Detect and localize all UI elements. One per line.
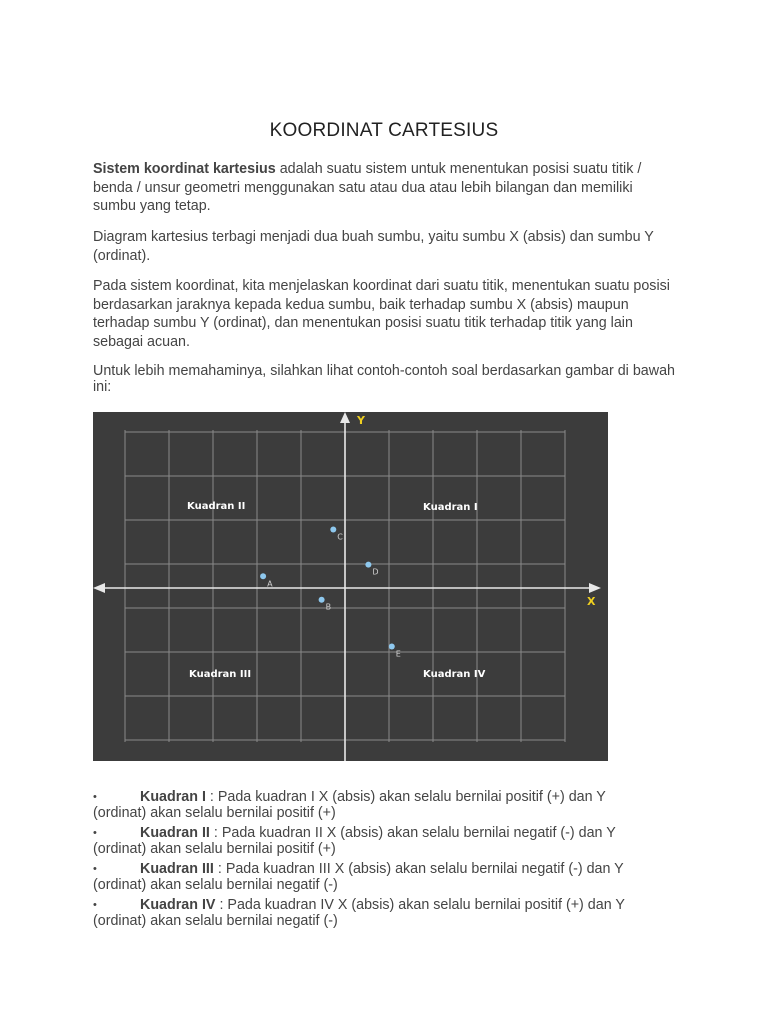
quadrant-description: Pada kuadran III X (absis) akan selalu bernilai negatif (-) dan Y [225,861,624,877]
bullet-dot: • [93,827,97,839]
bullet-dot: • [93,791,97,803]
paragraph-definition [93,160,675,216]
quadrant-label-q2: Kuadran II [187,501,246,512]
quadrant-term: Kuadran IV [140,897,216,913]
point-b [319,597,325,603]
quadrant-list [93,790,675,934]
quadrant-description: Pada kuadran IV X (absis) akan selalu bernilai positif (+) dan Y [227,897,625,913]
point-label-b: B [325,602,332,612]
cartesian-diagram-svg [93,412,608,761]
quadrant-list-item [93,790,675,821]
point-a [260,573,266,579]
paragraph-intro-example: Untuk lebih memahaminya, silahkan lihat contoh-contoh soal berdasarkan gambar di bawah ini: [93,363,675,395]
quadrant-term: Kuadran I [140,789,206,805]
paragraph-axes: Diagram kartesius terbagi menjadi dua buah sumbu, yaitu sumbu X (absis) dan sumbu Y (ordinat). [93,229,654,264]
point-label-c: C [337,532,343,542]
y-axis-label: Y [357,414,365,427]
y-axis-arrow [340,412,350,423]
quadrant-description-cont: (ordinat) akan selalu bernilai positif (+) [93,840,336,857]
quadrant-list-item [93,898,675,929]
quadrant-list-item [93,862,675,893]
paragraph-definition-text: adalah suatu sistem untuk menentukan posisi suatu titik / benda / unsur geometri menggunakan satu atau dua atau lebih bilangan dan memiliki sumbu yang tetap. [93,161,642,214]
point-e [389,644,395,650]
paragraph-coordinates: Pada sistem koordinat, kita menjelaskan koordinat dari suatu titik, menentukan suatu posisi berdasarkan jaraknya kepada kedua sumbu, baik terhadap sumbu X (absis) maupun terhadap sumbu Y (ordinat), dan menentukan posisi suatu titik terhadap titik yang lain sebagai acuan. [93,278,670,350]
point-label-a: A [267,579,273,589]
quadrant-list-item [93,826,675,857]
quadrant-label-q3: Kuadran III [189,669,252,680]
bullet-dot: • [93,863,97,875]
quadrant-separator: : [215,897,228,913]
point-label-e: E [395,649,401,659]
point-d [365,562,371,568]
quadrant-separator: : [205,789,218,805]
x-axis-arrow-right [589,583,601,593]
point-c [330,527,336,533]
quadrant-separator: : [209,825,222,841]
page-title: KOORDINAT CARTESIUS [269,120,499,141]
quadrant-description-cont: (ordinat) akan selalu bernilai negatif (-) [93,876,338,893]
bullet-dot: • [93,899,97,911]
quadrant-label-q4: Kuadran IV [423,669,486,680]
point-label-d: D [372,567,379,577]
quadrant-description: Pada kuadran I X (absis) akan selalu bernilai positif (+) dan Y [217,789,606,805]
quadrant-description-cont: (ordinat) akan selalu bernilai negatif (-) [93,912,338,929]
quadrant-label-q1: Kuadran I [423,502,478,513]
x-axis-label: X [587,595,596,608]
paragraph-definition-term: Sistem koordinat kartesius [93,161,276,177]
quadrant-term: Kuadran III [140,861,214,877]
quadrant-term: Kuadran II [140,825,210,841]
quadrant-description-cont: (ordinat) akan selalu bernilai positif (+) [93,804,336,821]
quadrant-separator: : [213,861,226,877]
cartesian-diagram [93,412,608,761]
quadrant-description: Pada kuadran II X (absis) akan selalu bernilai negatif (-) dan Y [221,825,616,841]
x-axis-arrow-left [93,583,105,593]
